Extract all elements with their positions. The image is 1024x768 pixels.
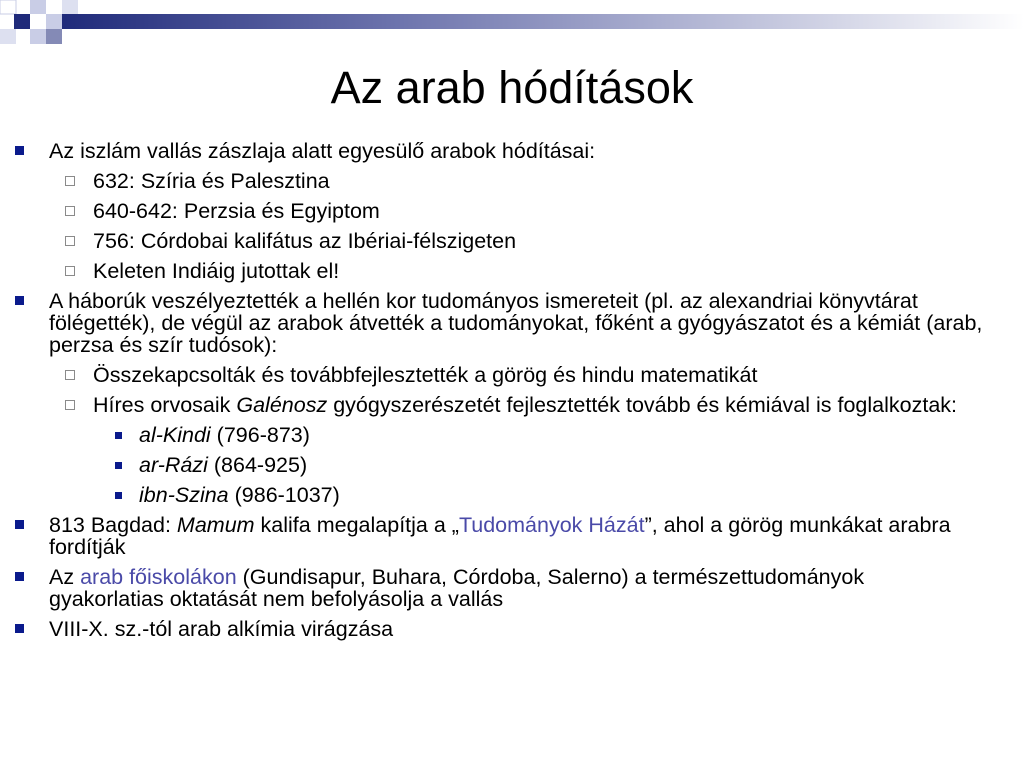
bullet-text: Az iszlám vallás zászlaja alatt egyesülő arabok hódításai: xyxy=(49,139,596,163)
emphasis-text: ar-Rázi xyxy=(139,453,208,477)
decorative-header xyxy=(0,0,1024,60)
bullet-text: 632: Szíria és Palesztina xyxy=(93,169,330,193)
square-bullet-icon xyxy=(15,296,24,305)
small-square-bullet-icon xyxy=(115,492,122,499)
bullet-text xyxy=(49,566,984,610)
bullet-item xyxy=(0,140,1024,162)
bullet-text xyxy=(139,484,984,506)
text-segment: ”, ahol a görög munkákat arabra fordítják xyxy=(49,513,951,559)
hollow-square-bullet-icon xyxy=(65,206,75,216)
bullet-item xyxy=(0,514,1024,558)
hollow-square-bullet-icon xyxy=(65,400,75,410)
square-bullet-icon xyxy=(15,572,24,581)
square-bullet-icon xyxy=(15,146,24,155)
sub-bullet-item xyxy=(0,364,1024,386)
small-square-bullet-icon xyxy=(115,432,122,439)
text-segment: Az xyxy=(49,565,81,589)
bullet-text xyxy=(139,454,984,476)
bullet-item xyxy=(0,618,1024,640)
emphasis-text: Galénosz xyxy=(236,393,328,417)
emphasis-text: Mamum xyxy=(176,513,255,537)
emphasis-text: ibn-Szina xyxy=(139,483,229,507)
sub-bullet-item xyxy=(0,170,1024,192)
text-segment: (986-1037) xyxy=(228,483,340,507)
text-segment: Híres orvosaik xyxy=(93,393,237,417)
sub-sub-bullet-item xyxy=(0,484,1024,506)
text-segment: (Gundisapur, Buhara, Córdoba, Salerno) a természettudományok gyakorlatias oktatását nem befolyásolja a vallás xyxy=(49,565,865,611)
bullet-item xyxy=(0,290,1024,356)
small-square-bullet-icon xyxy=(115,462,122,469)
square-bullet-icon xyxy=(15,624,24,633)
sub-sub-bullet-item xyxy=(0,454,1024,476)
bullet-text: VIII-X. sz.-tól arab alkímia virágzása xyxy=(49,617,394,641)
sub-bullet-item xyxy=(0,230,1024,252)
hyperlink[interactable]: arab főiskolákon xyxy=(80,565,237,589)
bullet-text xyxy=(93,394,984,416)
bullet-text: A háborúk veszélyeztették a hellén kor tudományos ismereteit (pl. az alexandriai könyvtárat fölégették), de végül az arabok átvették a tudományokat, főként a gyógyászatot és a kémiát (arab, perzsa és szír tudósok): xyxy=(49,289,983,357)
bullet-text: 640-642: Perzsia és Egyiptom xyxy=(93,199,380,223)
bullet-text: 756: Córdobai kalifátus az Ibériai-félszigeten xyxy=(93,229,517,253)
square-bullet-icon xyxy=(15,520,24,529)
hollow-square-bullet-icon xyxy=(65,236,75,246)
hollow-square-bullet-icon xyxy=(65,266,75,276)
bullet-text: Összekapcsolták és továbbfejlesztették a görög és hindu matematikát xyxy=(93,363,758,387)
slide-body xyxy=(0,140,1024,648)
emphasis-text: al-Kindi xyxy=(139,423,211,447)
hyperlink[interactable]: Tudományok Házát xyxy=(458,513,645,537)
sub-bullet-item xyxy=(0,200,1024,222)
bullet-item xyxy=(0,566,1024,610)
bullet-text xyxy=(139,424,984,446)
hollow-square-bullet-icon xyxy=(65,176,75,186)
text-segment: (864-925) xyxy=(207,453,308,477)
slide-title: Az arab hódítások xyxy=(330,62,694,113)
text-segment: gyógyszerészetét fejlesztették tovább és kémiával is foglalkoztak: xyxy=(327,393,957,417)
hollow-square-bullet-icon xyxy=(65,370,75,380)
sub-bullet-item xyxy=(0,394,1024,416)
sub-sub-bullet-item xyxy=(0,424,1024,446)
sub-bullet-item xyxy=(0,260,1024,282)
text-segment: 813 Bagdad: xyxy=(49,513,177,537)
text-segment: kalifa megalapítja a „ xyxy=(254,513,459,537)
text-segment: (796-873) xyxy=(210,423,310,447)
bullet-text xyxy=(49,514,984,558)
bullet-text: Keleten Indiáig jutottak el! xyxy=(93,259,340,283)
